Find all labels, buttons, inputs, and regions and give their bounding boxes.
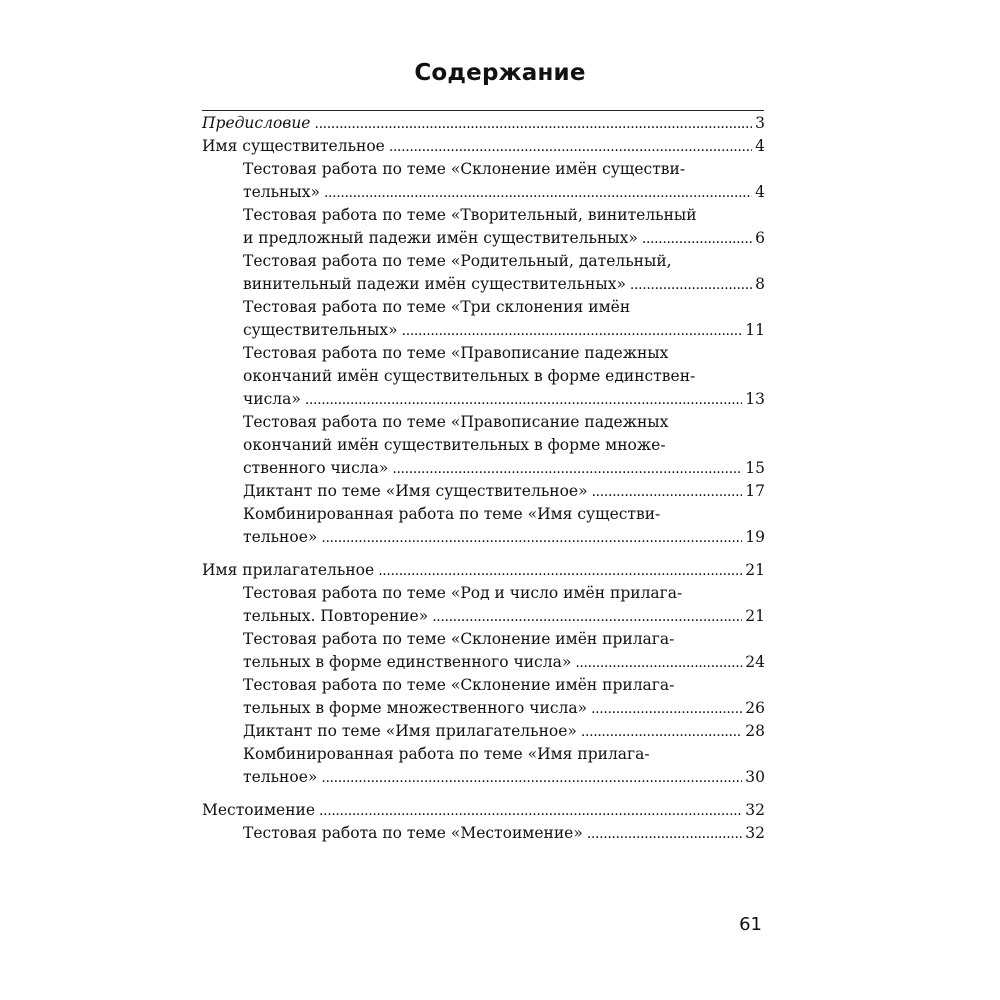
dot-leader [378,559,742,583]
entry-text: ственного числа» [243,459,389,477]
entry-text: Тестовая работа по теме «Склонение имён существи- [243,160,686,178]
dot-leader [392,457,742,481]
dot-leader [321,766,742,790]
toc-section [202,799,765,845]
toc-entry-last-line [202,181,765,204]
table-of-contents [202,112,765,845]
toc-entry[interactable] [202,674,765,720]
entry-page: 6 [755,229,765,247]
toc-entry-last-line [202,697,765,720]
entry-page: 26 [745,699,765,717]
toc-section-heading[interactable] [202,799,765,822]
toc-entry-line [202,296,765,319]
dot-leader [321,526,742,550]
section-title: Имя существительное [202,137,385,155]
dot-leader [432,605,742,629]
toc-entry[interactable] [202,628,765,674]
toc-entry[interactable] [202,582,765,628]
toc-entry-line [202,503,765,526]
toc-entry-last-line [202,457,765,480]
dot-leader [630,273,752,297]
entry-text: тельное» [243,768,318,786]
preface-page: 3 [755,114,765,132]
entry-text: Комбинированная работа по теме «Имя существи- [243,505,661,523]
entry-text: окончаний имён существительных в форме единствен- [243,367,696,385]
entry-text: тельных в форме множественного числа» [243,699,588,717]
dot-leader [642,227,752,251]
entry-page: 30 [745,768,765,786]
toc-entry-last-line [202,720,765,743]
section-title: Имя прилагательное [202,561,375,579]
dot-leader [592,480,743,504]
entry-text: Тестовая работа по теме «Склонение имён прилага- [243,676,675,694]
toc-entry-line [202,365,765,388]
toc-entry-line [202,743,765,766]
entry-text: существительных» [243,321,398,339]
entry-text: Тестовая работа по теме «Склонение имён прилага- [243,630,675,648]
entry-text: тельных» [243,183,320,201]
section-title: Местоимение [202,801,316,819]
toc-entry[interactable] [202,480,765,503]
dot-leader [305,388,742,412]
entry-page: 8 [755,275,765,293]
entry-text: тельных. Повторение» [243,607,429,625]
entry-text: окончаний имён существительных в форме множе- [243,436,666,454]
entry-page: 19 [745,528,765,546]
dot-leader [587,822,742,846]
dot-leader [581,720,742,744]
entry-text: Тестовая работа по теме «Правописание падежных [243,413,669,431]
sections-container [202,135,765,845]
entry-page: 4 [755,183,765,201]
entry-text: числа» [243,390,301,408]
toc-entry[interactable] [202,342,765,411]
toc-entry-line [202,204,765,227]
toc-entry-last-line [202,227,765,250]
entry-page: 32 [745,824,765,842]
dot-leader [324,181,752,205]
toc-entry-last-line [202,766,765,789]
entry-text: Тестовая работа по теме «Местоимение» [243,824,583,842]
toc-entry-line [202,411,765,434]
dot-leader [591,697,742,721]
toc-entry-line [202,158,765,181]
entry-text: Диктант по теме «Имя существительное» [243,482,588,500]
entry-page: 15 [745,459,765,477]
toc-entry-last-line [202,480,765,503]
dot-leader [575,651,742,675]
dot-leader [402,319,743,343]
toc-entry-preface[interactable] [202,112,765,135]
toc-section [202,135,765,549]
toc-entry-last-line [202,526,765,549]
entry-text: тельное» [243,528,318,546]
entry-text: Тестовая работа по теме «Три склонения имён [243,298,631,316]
entry-page: 17 [745,482,765,500]
toc-entry-last-line [202,822,765,845]
toc-entry-line [202,628,765,651]
entry-text: Тестовая работа по теме «Творительный, винительный [243,206,697,224]
toc-entry-last-line [202,388,765,411]
toc-entry-last-line [202,605,765,628]
entry-page: 28 [745,722,765,740]
section-page: 4 [755,137,765,155]
toc-entry-line [202,674,765,697]
toc-entry-line [202,250,765,273]
entry-text: Тестовая работа по теме «Правописание падежных [243,344,669,362]
toc-entry-last-line [202,319,765,342]
top-rule [202,110,764,111]
entry-page: 13 [745,390,765,408]
preface-section [202,112,765,135]
toc-section-heading[interactable] [202,559,765,582]
section-page: 21 [745,561,765,579]
toc-entry-line [202,342,765,365]
toc-entry[interactable] [202,503,765,549]
entry-text: винительный падежи имён существительных» [243,275,626,293]
entry-text: и предложный падежи имён существительных» [243,229,638,247]
toc-entry[interactable] [202,411,765,480]
entry-text: Тестовая работа по теме «Родительный, дательный, [243,252,672,270]
entry-text: Диктант по теме «Имя прилагательное» [243,722,577,740]
toc-entry-last-line [202,651,765,674]
toc-entry[interactable] [202,250,765,296]
toc-entry-line [202,582,765,605]
entry-text: Комбинированная работа по теме «Имя прилага- [243,745,650,763]
page-title: Содержание [414,60,586,86]
toc-entry[interactable] [202,822,765,845]
toc-entry[interactable] [202,743,765,789]
entry-text: тельных в форме единственного числа» [243,653,572,671]
toc-entry[interactable] [202,204,765,250]
dot-leader [319,799,742,823]
toc-section-heading[interactable] [202,135,765,158]
toc-section [202,559,765,789]
toc-entry[interactable] [202,720,765,743]
section-page: 32 [745,801,765,819]
entry-text: Тестовая работа по теме «Род и число имён прилага- [243,584,683,602]
preface-title: Предисловие [202,114,311,132]
toc-entry[interactable] [202,296,765,342]
entry-page: 11 [745,321,765,339]
dot-leader [389,135,752,159]
toc-entry-line [202,434,765,457]
entry-page: 24 [745,653,765,671]
page-number: 61 [739,914,762,935]
entry-page: 21 [745,607,765,625]
toc-entry[interactable] [202,158,765,204]
toc-entry-last-line [202,273,765,296]
dot-leader [314,112,752,136]
